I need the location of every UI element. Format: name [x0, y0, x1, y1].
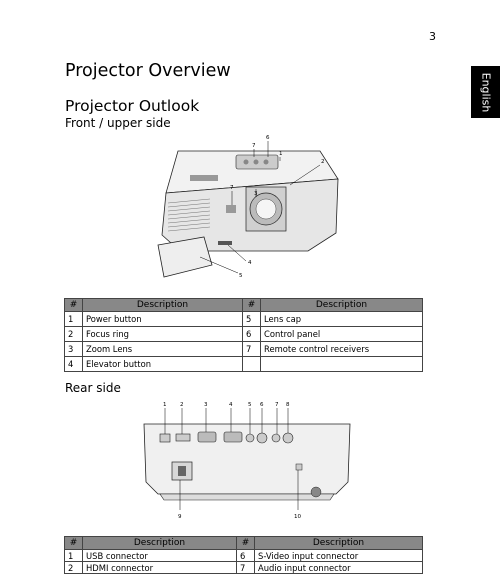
front-callout-5: 5	[239, 273, 243, 279]
cell-description: Lens cap	[261, 312, 423, 327]
column-header: #	[243, 299, 261, 312]
cell-description: Elevator button	[83, 357, 243, 372]
rear-callout-7: 7	[275, 402, 279, 408]
language-tab	[471, 66, 500, 118]
cell-description: S-Video input connector	[255, 550, 423, 562]
page-title: Projector Overview	[65, 61, 231, 81]
rear-callout-8: 8	[286, 402, 290, 408]
cell-number: 3	[65, 342, 83, 357]
table-row	[65, 342, 423, 357]
front-callout-2: 2	[321, 159, 325, 165]
table-row	[65, 550, 423, 562]
table-row	[65, 562, 423, 574]
column-header: Description	[261, 299, 423, 312]
cell-number	[243, 357, 261, 372]
section-heading: Projector Outlook	[65, 97, 200, 115]
cell-description	[261, 357, 423, 372]
front-callout-6: 6	[266, 135, 270, 141]
cell-number: 1	[65, 550, 83, 562]
front-callout-4: 4	[248, 260, 252, 266]
rear-callout-2: 2	[180, 402, 184, 408]
cell-description: Zoom Lens	[83, 342, 243, 357]
cell-description: Remote control receivers	[261, 342, 423, 357]
rear-callout-9: 9	[178, 514, 182, 520]
cell-number: 4	[65, 357, 83, 372]
front-parts-table	[64, 298, 423, 372]
rear-callout-6: 6	[260, 402, 264, 408]
cell-description: Audio input connector	[255, 562, 423, 574]
cell-description: USB connector	[83, 550, 237, 562]
cell-number: 5	[243, 312, 261, 327]
front-callout-1: 1	[279, 151, 283, 157]
rear-projector-illustration	[140, 398, 355, 522]
rear-callout-1: 1	[163, 402, 167, 408]
cell-number: 7	[243, 342, 261, 357]
cell-description: Control panel	[261, 327, 423, 342]
table-row	[65, 312, 423, 327]
subsection-heading-rear: Rear side	[65, 381, 121, 395]
rear-parts-table	[64, 536, 423, 574]
table-header-row	[65, 537, 423, 550]
cell-description: Power button	[83, 312, 243, 327]
rear-callout-4: 4	[229, 402, 233, 408]
front-callout-7b: 7	[230, 185, 234, 191]
column-header: Description	[255, 537, 423, 550]
cell-number: 2	[65, 327, 83, 342]
column-header: Description	[83, 537, 237, 550]
rear-callout-10: 10	[294, 514, 301, 520]
rear-callout-3: 3	[204, 402, 208, 408]
subsection-heading-front: Front / upper side	[65, 116, 171, 130]
cell-number: 7	[237, 562, 255, 574]
front-callout-3: 3	[254, 191, 258, 197]
table-header-row	[65, 299, 423, 312]
cell-number: 6	[237, 550, 255, 562]
front-projector-illustration	[150, 133, 350, 283]
cell-description: HDMI connector	[83, 562, 237, 574]
rear-callout-5: 5	[248, 402, 252, 408]
cell-description: Focus ring	[83, 327, 243, 342]
column-header: #	[237, 537, 255, 550]
language-tab-label: English	[479, 72, 493, 112]
page-number: 3	[429, 30, 436, 43]
cell-number: 6	[243, 327, 261, 342]
table-row	[65, 327, 423, 342]
cell-number: 2	[65, 562, 83, 574]
column-header: #	[65, 537, 83, 550]
column-header: #	[65, 299, 83, 312]
front-callout-7a: 7	[252, 143, 256, 149]
column-header: Description	[83, 299, 243, 312]
table-row	[65, 357, 423, 372]
cell-number: 1	[65, 312, 83, 327]
